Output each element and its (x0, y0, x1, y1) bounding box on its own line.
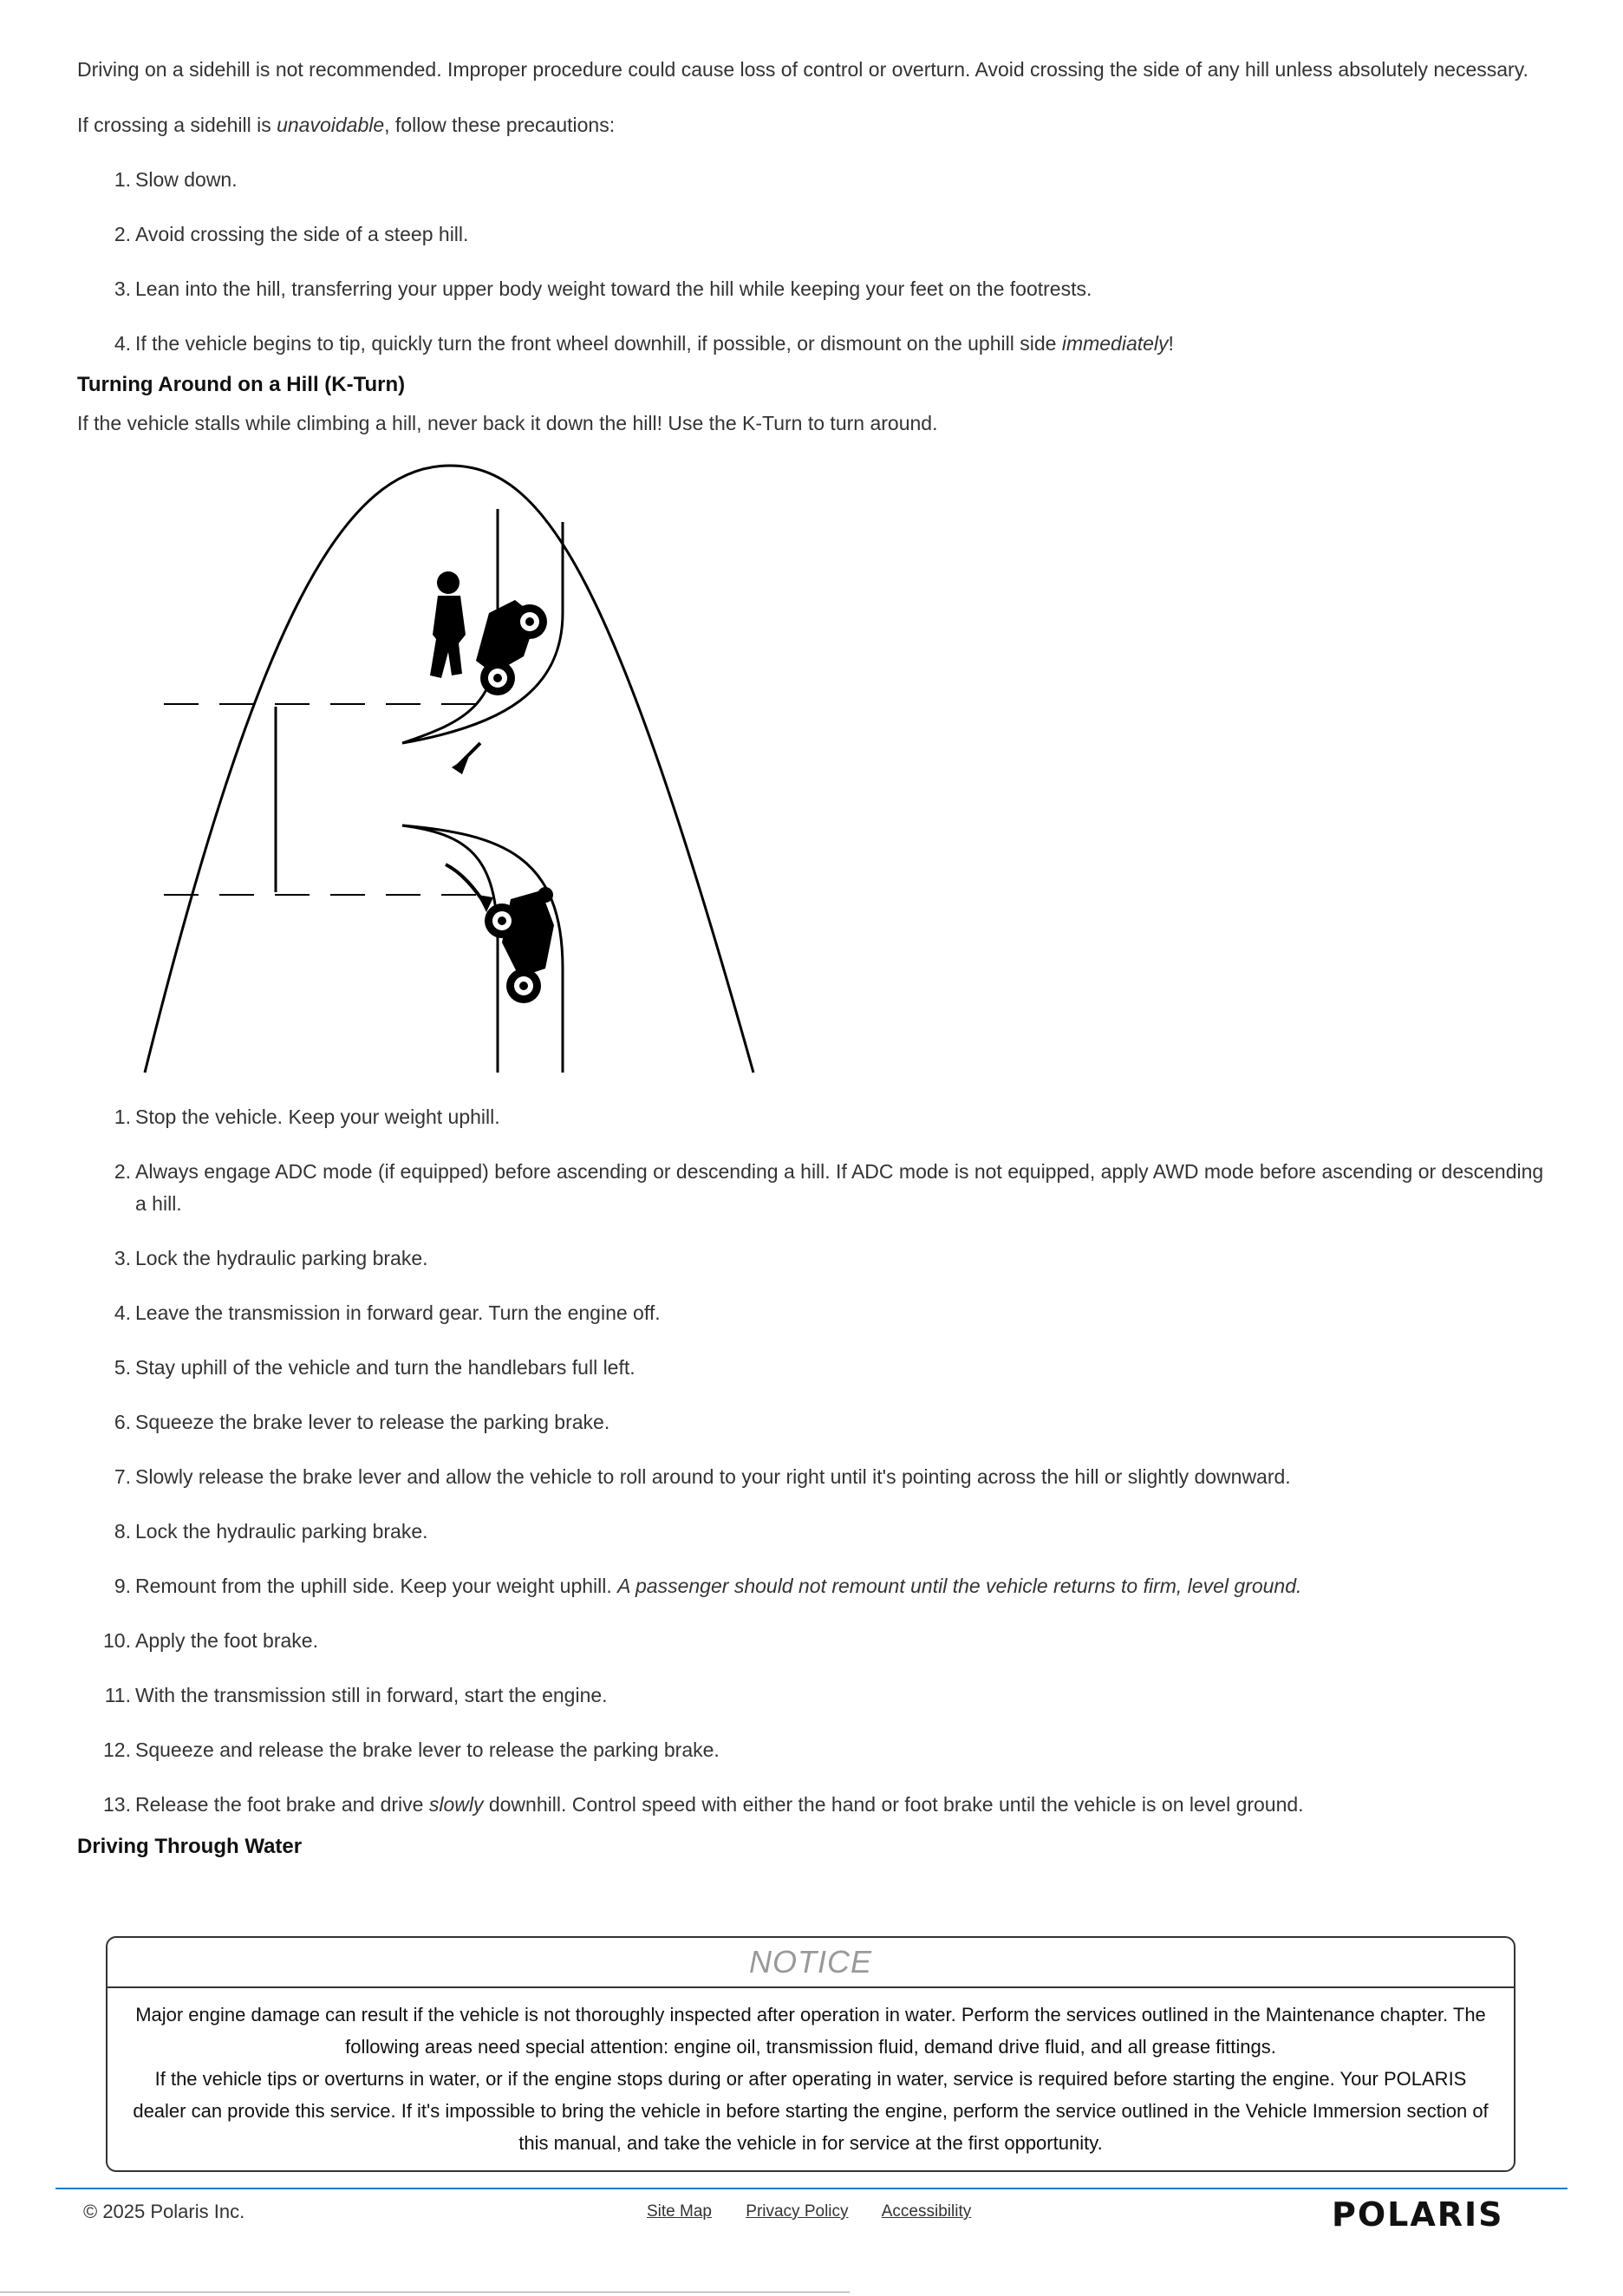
bottom-rule (0, 2292, 850, 2293)
privacy-policy-link[interactable]: Privacy Policy (746, 2202, 849, 2221)
list-item: 4. Leave the transmission in forward gear. Turn the engine off. (114, 1301, 661, 1324)
footer-divider (55, 2188, 1568, 2189)
list-item: 8. Lock the hydraulic parking brake. (114, 1520, 428, 1543)
list-item: 6. Squeeze the brake lever to release the parking brake. (114, 1411, 610, 1433)
list-item: 9. Remount from the uphill side. Keep your weight uphill. A passenger should not remount until the vehicle returns to firm, level ground. (114, 1575, 1302, 1597)
list-item: 3. Lock the hydraulic parking brake. (114, 1247, 428, 1269)
list-item: 12. Squeeze and release the brake lever to release the parking brake. (103, 1738, 720, 1761)
list-item: 1. Stop the vehicle. Keep your weight uphill. (114, 1106, 500, 1128)
notice-body (108, 1988, 1514, 2169)
list-item: 4. If the vehicle begins to tip, quickly turn the front wheel downhill, if possible, or dismount on the uphill side immediately! (114, 332, 1174, 355)
list-item: 2. Avoid crossing the side of a steep hill. (114, 223, 469, 245)
kturn-heading: Turning Around on a Hill (K-Turn) (77, 373, 406, 396)
sidehill-steps (77, 164, 1551, 360)
list-item: 2. Always engage ADC mode (if equipped) before ascending or descending a hill. If ADC mode is not equipped, apply AWD mode before ascending or descending a hill. (114, 1160, 1544, 1215)
k-turn-illustration (129, 457, 996, 1077)
notice-paragraph-2: If the vehicle tips or overturns in water, or if the engine stops during or after operating in water, service is required before starting the engine. Your POLARIS dealer can provide this service. If it's impossible to bring the vehicle in before starting the engine, perform the service outlined in the Vehicle Immersion section of this manual, and take the vehicle in for service at the first opportunity. (133, 2068, 1489, 2154)
kturn-intro: If the vehicle stalls while climbing a hill, never back it down the hill! Use the K-Turn to turn around. (77, 412, 938, 434)
polaris-logo[interactable]: POLARIS (1332, 2195, 1504, 2234)
notice-paragraph-1: Major engine damage can result if the vehicle is not thoroughly inspected after operation in water. Perform the services outlined in the Maintenance chapter. The following areas need special attention: engine oil, transmission fluid, demand drive fluid, and all grease fittings. (135, 2004, 1486, 2058)
notice-box (106, 1936, 1515, 2172)
notice-title: NOTICE (108, 1938, 1514, 1988)
water-heading: Driving Through Water (77, 1835, 303, 1858)
arrow-up-head (452, 756, 469, 774)
arrow-down-path (446, 864, 485, 903)
kturn-steps (77, 1101, 1551, 1821)
list-item: 11. With the transmission still in forward, start the engine. (104, 1684, 608, 1706)
footer (83, 2195, 1540, 2234)
lower-track-inner (402, 825, 498, 1073)
k-turn-diagram (129, 457, 996, 1077)
list-item: 5. Stay uphill of the vehicle and turn the handlebars full left. (114, 1356, 636, 1379)
list-item: 10. Apply the foot brake. (103, 1629, 318, 1652)
list-item: 3. Lean into the hill, transferring your upper body weight toward the hill while keeping your feet on the footrests. (114, 277, 1092, 300)
footer-links (647, 2202, 1001, 2221)
manual-page (77, 54, 1551, 1861)
sidehill-lead: If crossing a sidehill is unavoidable, follow these precautions: (77, 114, 616, 136)
atv-upper-icon (476, 600, 547, 695)
list-item: 13. Release the foot brake and drive slowly downhill. Control speed with either the hand or foot brake until the vehicle is on level ground. (103, 1793, 1304, 1816)
list-item: 7. Slowly release the brake lever and allow the vehicle to roll around to your right until it's pointing across the hill or slightly downward. (114, 1465, 1291, 1488)
copyright: © 2025 Polaris Inc. (83, 2201, 245, 2222)
sidehill-intro: Driving on a sidehill is not recommended. Improper procedure could cause loss of control or overturn. Avoid crossing the side of any hill unless absolutely necessary. (77, 58, 1528, 81)
hill-outline (145, 466, 753, 1073)
site-map-link[interactable]: Site Map (647, 2202, 712, 2221)
list-item: 1. Slow down. (114, 168, 238, 191)
accessibility-link[interactable]: Accessibility (881, 2202, 972, 2221)
rider-walking-icon (430, 571, 466, 678)
